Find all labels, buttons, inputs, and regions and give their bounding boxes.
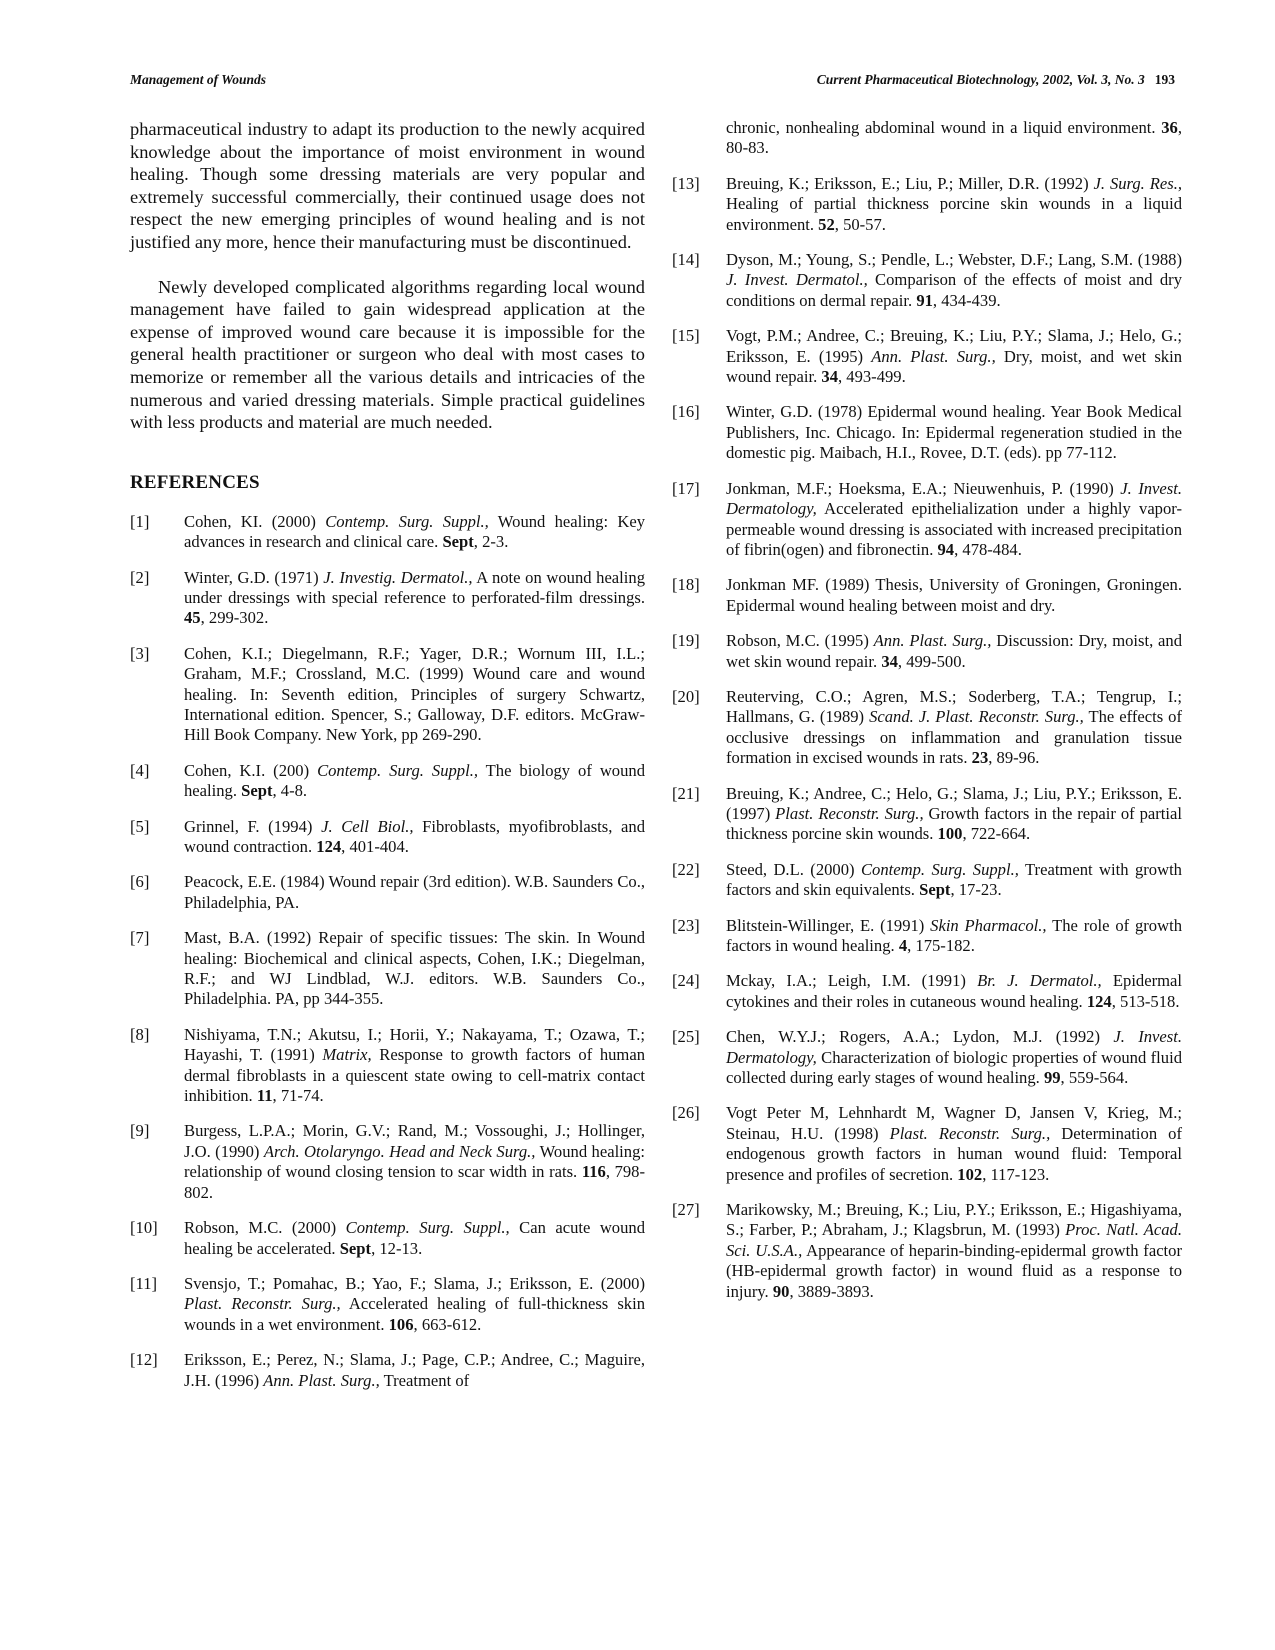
reference-item xyxy=(130,872,645,913)
reference-number: [22] xyxy=(672,859,700,879)
reference-text: Cohen, K.I. (200) Contemp. Surg. Suppl., The biology of wound healing. Sept, 4-8. xyxy=(184,760,645,801)
reference-text: Eriksson, E.; Perez, N.; Slama, J.; Page, C.P.; Andree, C.; Maguire, J.H. (1996) Ann. Plast. Surg., Treatment of xyxy=(184,1350,645,1390)
reference-text: Reuterving, C.O.; Agren, M.S.; Soderberg, T.A.; Tengrup, I.; Hallmans, G. (1989) Scand. J. Plast. Reconstr. Surg., The effects of occlusive dressings on inflammation and granulation tissue formation in excised wounds in rats. 23, 89-96. xyxy=(726,686,1182,768)
reference-item xyxy=(672,326,1182,387)
journal-citation: Current Pharmaceutical Biotechnology, 2002, Vol. 3, No. 3 xyxy=(816,72,1145,87)
reference-number: [6] xyxy=(130,872,150,892)
reference-list-right xyxy=(672,174,1182,1302)
reference-item xyxy=(672,174,1182,235)
reference-item xyxy=(130,1274,645,1335)
reference-text: Mast, B.A. (1992) Repair of specific tissues: The skin. In Wound healing: Biochemical and clinical aspects, Cohen, I.K.; Diegelman, R.F.; and WJ Lindblad, W.J. editors. W.B. Saunders Co., Philadelphia. PA, pp 344-355. xyxy=(184,928,645,1009)
reference-number: [5] xyxy=(130,816,150,836)
reference-text: Chen, W.Y.J.; Rogers, A.A.; Lydon, M.J. (1992) J. Invest. Dermatology, Characterization of biologic properties of wound fluid collected during early stages of wound healing. 99, 559-564. xyxy=(726,1027,1182,1088)
reference-item xyxy=(672,971,1182,1012)
reference-number: [9] xyxy=(130,1121,150,1141)
reference-text: Winter, G.D. (1971) J. Investig. Dermatol., A note on wound healing under dressings with special reference to perforated-film dressings. 45, 299-302. xyxy=(184,567,645,628)
reference-item xyxy=(130,512,645,553)
reference-item xyxy=(672,631,1182,672)
reference-text: Grinnel, F. (1994) J. Cell Biol., Fibroblasts, myofibroblasts, and wound contraction. 124, 401-404. xyxy=(184,816,646,856)
reference-item xyxy=(130,1121,645,1203)
reference-text: Robson, M.C. (2000) Contemp. Surg. Suppl., Can acute wound healing be accelerated. Sept, 12-13. xyxy=(184,1218,645,1258)
reference-item xyxy=(130,1218,645,1259)
reference-text: Mckay, I.A.; Leigh, I.M. (1991) Br. J. Dermatol., Epidermal cytokines and their roles in cutaneous wound healing. 124, 513-518. xyxy=(726,971,1182,1011)
reference-number: [1] xyxy=(130,511,150,531)
reference-number: [7] xyxy=(130,928,150,948)
reference-item xyxy=(130,817,645,858)
reference-text: Jonkman, M.F.; Hoeksma, E.A.; Nieuwenhuis, P. (1990) J. Invest. Dermatology, Accelerated epithelialization under a highly vapor-permeable wound dressing is associated with increased precipitation of fibrin(ogen) and fibronectin. 94, 478-484. xyxy=(726,478,1182,559)
reference-text: Breuing, K.; Eriksson, E.; Liu, P.; Miller, D.R. (1992) J. Surg. Res., Healing of partial thickness porcine skin wounds in a liquid environment. 52, 50-57. xyxy=(726,173,1182,234)
reference-text: Marikowsky, M.; Breuing, K.; Liu, P.Y.; Eriksson, E.; Higashiyama, S.; Farber, P.; Abraham, J.; Klagsbrun, M. (1993) Proc. Natl. Acad. Sci. U.S.A., Appearance of heparin-binding-epidermal growth factor (HB-epidermal growth factor) in wound fluid as a response to injury. 90, 3889-3893. xyxy=(726,1200,1182,1301)
reference-item xyxy=(672,1103,1182,1185)
reference-number: [8] xyxy=(130,1024,150,1044)
reference-item xyxy=(672,784,1182,845)
reference-item xyxy=(672,1200,1182,1302)
reference-number: [2] xyxy=(130,567,150,587)
running-head-right xyxy=(817,72,1175,88)
reference-number: [12] xyxy=(130,1350,158,1370)
reference-number: [3] xyxy=(130,643,150,663)
reference-text: Svensjo, T.; Pomahac, B.; Yao, F.; Slama, J.; Eriksson, E. (2000) Plast. Reconstr. Surg., Accelerated healing of full-thickness skin wounds in a wet environment. 106, 663-612. xyxy=(184,1273,645,1334)
reference-item xyxy=(130,761,645,802)
reference-text: Winter, G.D. (1978) Epidermal wound healing. Year Book Medical Publishers, Inc. Chicago. In: Epidermal regeneration studied in the domestic pig. Maibach, H.I., Rovee, D.T. (eds). pp 77-112. xyxy=(726,402,1182,463)
reference-number: [18] xyxy=(672,575,700,595)
reference-text: Burgess, L.P.A.; Morin, G.V.; Rand, M.; Vossoughi, J.; Hollinger, J.O. (1990) Arch. Otolaryngo. Head and Neck Surg., Wound healing: relationship of wound closing tension to scar width in rats. 116, 798-802. xyxy=(184,1121,645,1202)
reference-number: [20] xyxy=(672,686,700,706)
reference-text: Vogt, P.M.; Andree, C.; Breuing, K.; Liu, P.Y.; Slama, J.; Helo, G.; Eriksson, E. (1995) Ann. Plast. Surg., Dry, moist, and wet skin wound repair. 34, 493-499. xyxy=(726,326,1182,387)
reference-text: Breuing, K.; Andree, C.; Helo, G.; Slama, J.; Liu, P.Y.; Eriksson, E. (1997) Plast. Reconstr. Surg., Growth factors in the repair of partial thickness porcine skin wounds. 100, 722-664. xyxy=(726,783,1182,844)
reference-number: [15] xyxy=(672,326,700,346)
reference-text: Dyson, M.; Young, S.; Pendle, L.; Webster, D.F.; Lang, S.M. (1988) J. Invest. Dermatol., Comparison of the effects of moist and dry conditions on dermal repair. 91, 434-439. xyxy=(726,250,1182,310)
reference-item xyxy=(130,1025,645,1107)
reference-text: Blitstein-Willinger, E. (1991) Skin Pharmacol., The role of growth factors in wound healing. 4, 175-182. xyxy=(726,915,1182,955)
body-paragraph: pharmaceutical industry to adapt its production to the newly acquired knowledge about the importance of moist environment in wound healing. Though some dressing materials are very popular and extremely successful commercially, their continued usage does not respect the new emerging principles of wound healing and is not justified any more, hence their manufacturing must be discontinued. xyxy=(130,119,645,252)
reference-item xyxy=(130,1350,645,1391)
reference-number: [21] xyxy=(672,783,700,803)
reference-number: [10] xyxy=(130,1218,158,1238)
reference-text: Jonkman MF. (1989) Thesis, University of Groningen, Groningen. Epidermal wound healing between moist and dry. xyxy=(726,575,1182,615)
reference-item xyxy=(672,250,1182,311)
reference-number: [14] xyxy=(672,250,700,270)
reference-item xyxy=(672,1027,1182,1088)
reference-list-left xyxy=(130,512,645,1391)
reference-number: [4] xyxy=(130,760,150,780)
reference-item xyxy=(130,568,645,629)
reference-text: Nishiyama, T.N.; Akutsu, I.; Horii, Y.; Nakayama, T.; Ozawa, T.; Hayashi, T. (1991) Matrix, Response to growth factors of human dermal fibroblasts in a quiescent state owing to cell-matrix contact inhibition. 11, 71-74. xyxy=(184,1024,645,1106)
reference-item xyxy=(672,860,1182,901)
reference-number: [17] xyxy=(672,478,700,498)
reference-continuation: chronic, nonhealing abdominal wound in a liquid environment. 36, 80-83. xyxy=(726,118,1182,158)
page-number: 193 xyxy=(1154,72,1175,87)
reference-text: Steed, D.L. (2000) Contemp. Surg. Suppl., Treatment with growth factors and skin equivalents. Sept, 17-23. xyxy=(726,859,1182,900)
reference-number: [26] xyxy=(672,1103,700,1123)
reference-number: [16] xyxy=(672,402,700,422)
reference-item xyxy=(672,479,1182,561)
body-paragraph: Newly developed complicated algorithms regarding local wound management have failed to gain widespread application at the expense of improved wound care because it is impossible for the general health practitioner or surgeon who deal with most cases to memorize or remember all the various details and intricacies of the numerous and varied dressing materials. Simple practical guidelines with less products and material are much needed. xyxy=(130,276,645,433)
reference-number: [19] xyxy=(672,631,700,651)
reference-text: Cohen, KI. (2000) Contemp. Surg. Suppl., Wound healing: Key advances in research and clinical care. Sept, 2-3. xyxy=(184,511,645,552)
reference-item xyxy=(130,928,645,1010)
reference-item xyxy=(672,575,1182,616)
reference-item xyxy=(672,687,1182,769)
reference-text: Robson, M.C. (1995) Ann. Plast. Surg., Discussion: Dry, moist, and wet skin wound repair. 34, 499-500. xyxy=(726,631,1183,671)
running-head-left: Management of Wounds xyxy=(130,72,267,87)
reference-number: [13] xyxy=(672,173,700,193)
reference-number: [24] xyxy=(672,971,700,991)
reference-text: Peacock, E.E. (1984) Wound repair (3rd edition). W.B. Saunders Co., Philadelphia, PA. xyxy=(184,872,645,912)
references-heading: REFERENCES xyxy=(130,471,260,493)
reference-number: [23] xyxy=(672,915,700,935)
left-column xyxy=(130,118,645,1406)
reference-item xyxy=(130,644,645,746)
reference-item xyxy=(672,402,1182,463)
reference-number: [11] xyxy=(130,1273,158,1293)
reference-number: [25] xyxy=(672,1027,700,1047)
reference-text: Vogt Peter M, Lehnhardt M, Wagner D, Jansen V, Krieg, M.; Steinau, H.U. (1998) Plast. Reconstr. Surg., Determination of endogenous growth factors in human wound fluid: Temporal presence and profiles of secretion. 102, 117-123. xyxy=(726,1103,1182,1184)
reference-item xyxy=(672,916,1182,957)
reference-text: Cohen, K.I.; Diegelmann, R.F.; Yager, D.R.; Wornum III, I.L.; Graham, M.F.; Crossland, M.C. (1999) Wound care and wound healing. In: Seventh edition, Principles of surgery Schwartz, International edition. Spencer, S.; Galloway, D.F. editors. McGraw-Hill Book Company. New York, pp 269-290. xyxy=(184,643,645,745)
right-column xyxy=(672,118,1182,1317)
reference-number: [27] xyxy=(672,1200,700,1220)
